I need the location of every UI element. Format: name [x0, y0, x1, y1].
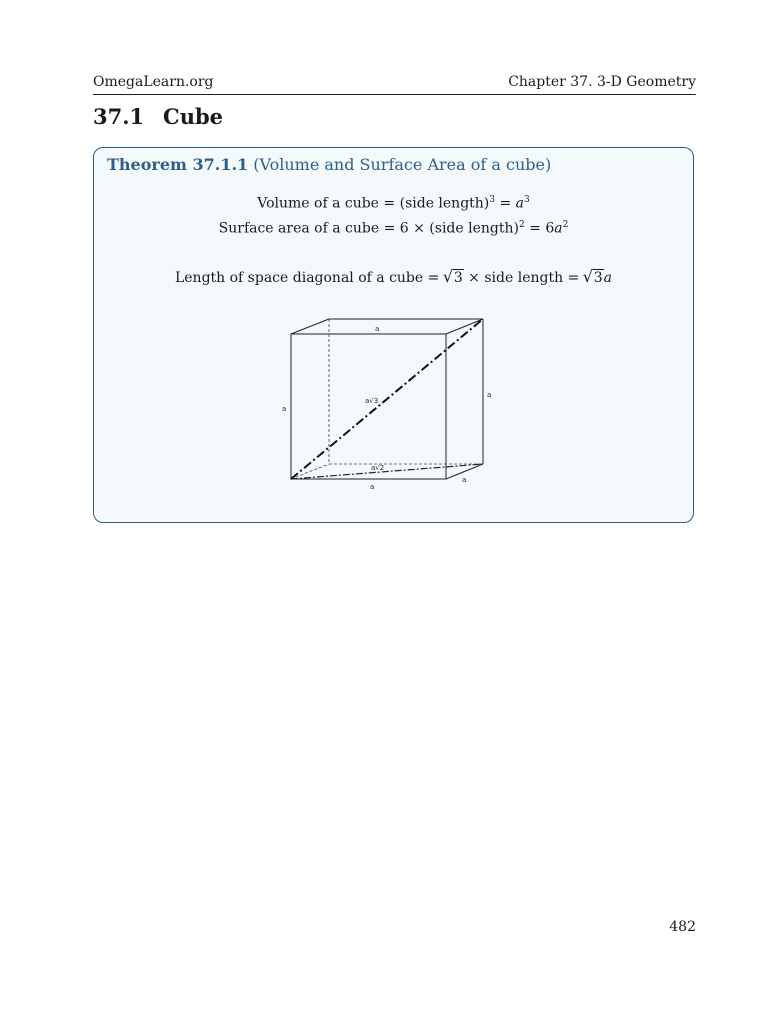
- theorem-label: Theorem 37.1.1: [107, 155, 249, 174]
- section-heading: [93, 104, 223, 129]
- label-right-edge: a: [487, 391, 492, 399]
- cube-front-face: [291, 334, 446, 479]
- volume-var-exponent: 3: [524, 195, 530, 205]
- diagonal-formula: [94, 270, 693, 286]
- sqrt-symbol: [444, 270, 464, 286]
- surface-var: a: [554, 220, 563, 237]
- theorem-title: [107, 155, 551, 174]
- chapter-title: Chapter 37. 3-D Geometry: [508, 74, 696, 90]
- sqrt-radicand-1: 3: [453, 270, 463, 286]
- theorem-name: (Volume and Surface Area of a cube): [253, 155, 552, 174]
- sqrt-symbol-2: [584, 270, 604, 286]
- volume-var: a: [515, 195, 525, 212]
- cube-top-left-edge: [291, 319, 329, 334]
- page-header: [93, 74, 696, 95]
- surface-var-exponent: 2: [562, 220, 569, 230]
- label-top-edge: a: [375, 325, 380, 333]
- label-bottom-right-edge: a: [462, 476, 467, 484]
- page-number: 482: [669, 919, 696, 935]
- label-face-diagonal: a√2: [371, 464, 385, 472]
- cube-top-right-edge: [446, 319, 483, 334]
- label-space-diagonal: a√3: [365, 397, 379, 405]
- space-diagonal-line: [291, 319, 483, 479]
- surface-formula: [94, 220, 693, 237]
- volume-exponent: 3: [489, 195, 496, 205]
- site-name: OmegaLearn.org: [93, 74, 214, 90]
- label-bottom-front-edge: a: [370, 483, 375, 491]
- diagonal-var: a: [603, 270, 613, 286]
- volume-eq: =: [495, 195, 516, 212]
- surface-eq: = 6: [524, 220, 555, 237]
- surface-lhs: Surface area of a cube = 6 × (side length): [218, 220, 519, 237]
- section-number: 37.1: [93, 104, 145, 129]
- label-left-edge: a: [282, 405, 287, 413]
- theorem-box: [93, 147, 694, 523]
- surface-exponent: 2: [518, 220, 525, 230]
- volume-formula: [94, 195, 693, 212]
- section-title: Cube: [163, 104, 224, 129]
- sqrt-radicand-2: 3: [593, 270, 603, 286]
- diagonal-mid: × side length =: [463, 270, 584, 286]
- cube-diagram: [279, 313, 509, 498]
- diagonal-lhs: Length of space diagonal of a cube =: [174, 270, 444, 286]
- volume-lhs: Volume of a cube = (side length): [257, 195, 490, 212]
- face-diagonal-line: [291, 464, 483, 479]
